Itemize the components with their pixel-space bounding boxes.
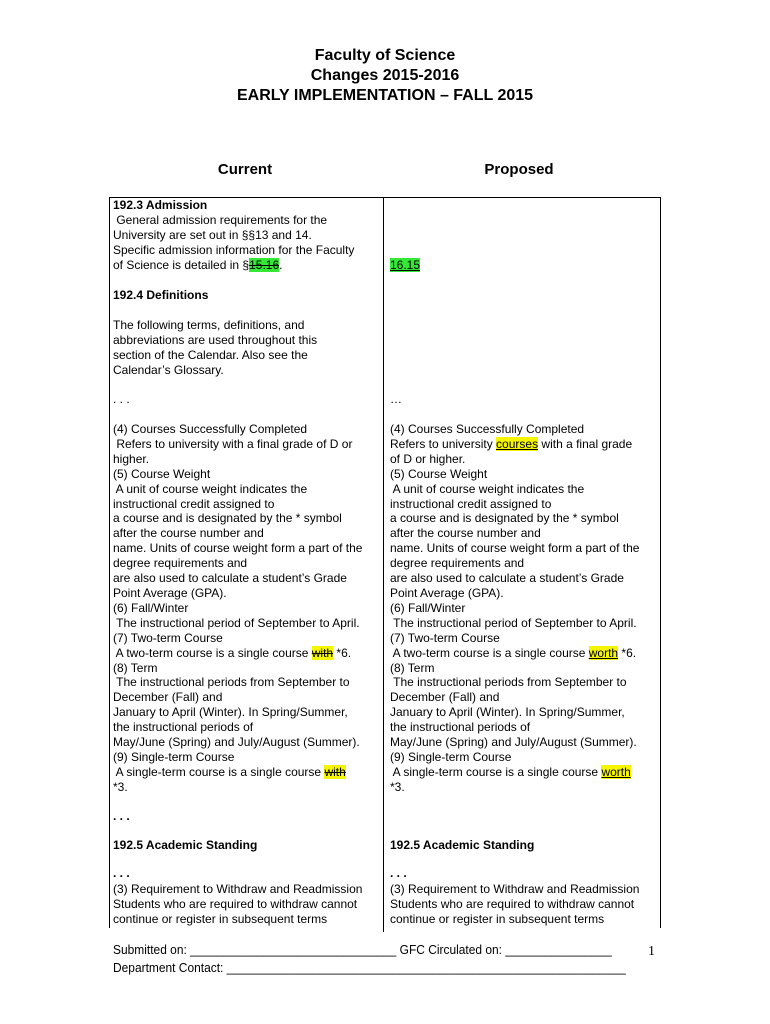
proposed-inserted-worth-1: worth [588, 645, 619, 660]
proposed-defs-part-a: (4) Courses Successfully Completed Refers to university [390, 422, 585, 451]
proposed-defs-part-c: *3. [390, 779, 405, 794]
proposed-heading-192-5: 192.5 Academic Standing [390, 838, 535, 852]
department-contact-line: Department Contact: ____________________________________________________________ [113, 960, 626, 975]
current-definitions-list [113, 422, 379, 795]
document-title [0, 46, 770, 106]
submitted-on-line: Submitted on: _______________________________ GFC Circulated on: ________________ [113, 942, 612, 957]
proposed-inserted-courses: courses [496, 436, 539, 451]
submission-footer [113, 941, 626, 977]
current-heading-192-4: 192.4 Definitions [113, 288, 209, 302]
title-faculty: Faculty of Science [314, 47, 456, 64]
current-heading-192-5: 192.5 Academic Standing [113, 838, 258, 852]
current-definitions-intro: The following terms, definitions, and abbreviations are used throughout this section of the Calendar. Also see the Calendar’s Glossary. [113, 318, 318, 377]
table-border-right [660, 197, 661, 928]
current-section-192-3 [113, 198, 379, 273]
proposed-defs-part-a2: with a final grade of D or higher. (5) Course Weight A unit of course weight indicates the instructional credit assigned to a course and is designated by the * symbol after the course number and name. Units of course weight form a part of the degree requirements and are also used to calculate a student’s Grade Point Average (GPA). (6) Fall/Winter The instructional period of September to April. (7) Two-term Course A two-term course is a single course [390, 436, 640, 660]
current-ellipsis-3: . . . [113, 866, 130, 880]
current-defs-part-a: (4) Courses Successfully Completed Refers to university with a final grade of D or higher. (5) Course Weight A unit of course weight indicates the instructional credit assigned to a course and is designated by the * symbol after the course number and name. Units of course weight form a part of the degree requirements and are also used to calculate a student’s Grade Point Average (GPA). (6) Fall/Winter The instructional period of September to April. (7) Two-term Course A two-term course is a single course [113, 422, 363, 660]
current-deleted-with-2: with [324, 764, 346, 779]
proposed-defs-part-b: *6. (8) Term The instructional periods from September to December (Fall) and January to April (Winter). In Spring/Summer, the instructional periods of May/June (Spring) and July/August (Summer). (9) Single-term Course A single-term course is a single course [390, 645, 637, 779]
current-deleted-with-1: with [311, 645, 334, 660]
current-deleted-ref: 15.16 [249, 257, 280, 272]
current-ellipsis-1: . . . [113, 392, 130, 406]
current-defs-part-b: *6. (8) Term The instructional periods from September to December (Fall) and January to April (Winter). In Spring/Summer, the instructional periods of May/June (Spring) and July/August (Summer). (9) Single-term Course A single-term course is a single course [113, 645, 360, 779]
proposed-definitions-list [390, 422, 658, 795]
proposed-new-ref: 16.15 [390, 258, 421, 272]
column-heading-proposed: Proposed [484, 161, 554, 178]
current-ellipsis-2: . . . [113, 809, 130, 823]
title-changes: Changes 2015-2016 [310, 67, 460, 84]
table-divider [383, 197, 384, 932]
current-heading-192-3: 192.3 Admission [113, 198, 208, 212]
proposed-ellipsis-3: . . . [390, 866, 407, 880]
table-border-left [109, 197, 110, 928]
proposed-ref-cell [390, 258, 658, 273]
current-admission-text: General admission requirements for the University are set out in §§13 and 14. Specific admission information for the Faculty of Science is detailed in § [113, 212, 355, 272]
current-academic-standing-text: (3) Requirement to Withdraw and Readmission Students who are required to withdraw cannot continue or register in subsequent terms [113, 882, 363, 926]
current-admission-end: . [279, 257, 283, 272]
proposed-ellipsis-1: … [390, 392, 402, 406]
page-number: 1 [648, 944, 655, 959]
column-heading-current: Current [217, 161, 273, 178]
proposed-inserted-worth-2: worth [601, 764, 631, 779]
proposed-academic-standing-text: (3) Requirement to Withdraw and Readmission Students who are required to withdraw cannot continue or register in subsequent terms [390, 882, 640, 926]
title-implementation: EARLY IMPLEMENTATION – FALL 2015 [236, 87, 534, 104]
current-defs-part-c: *3. [113, 779, 128, 794]
